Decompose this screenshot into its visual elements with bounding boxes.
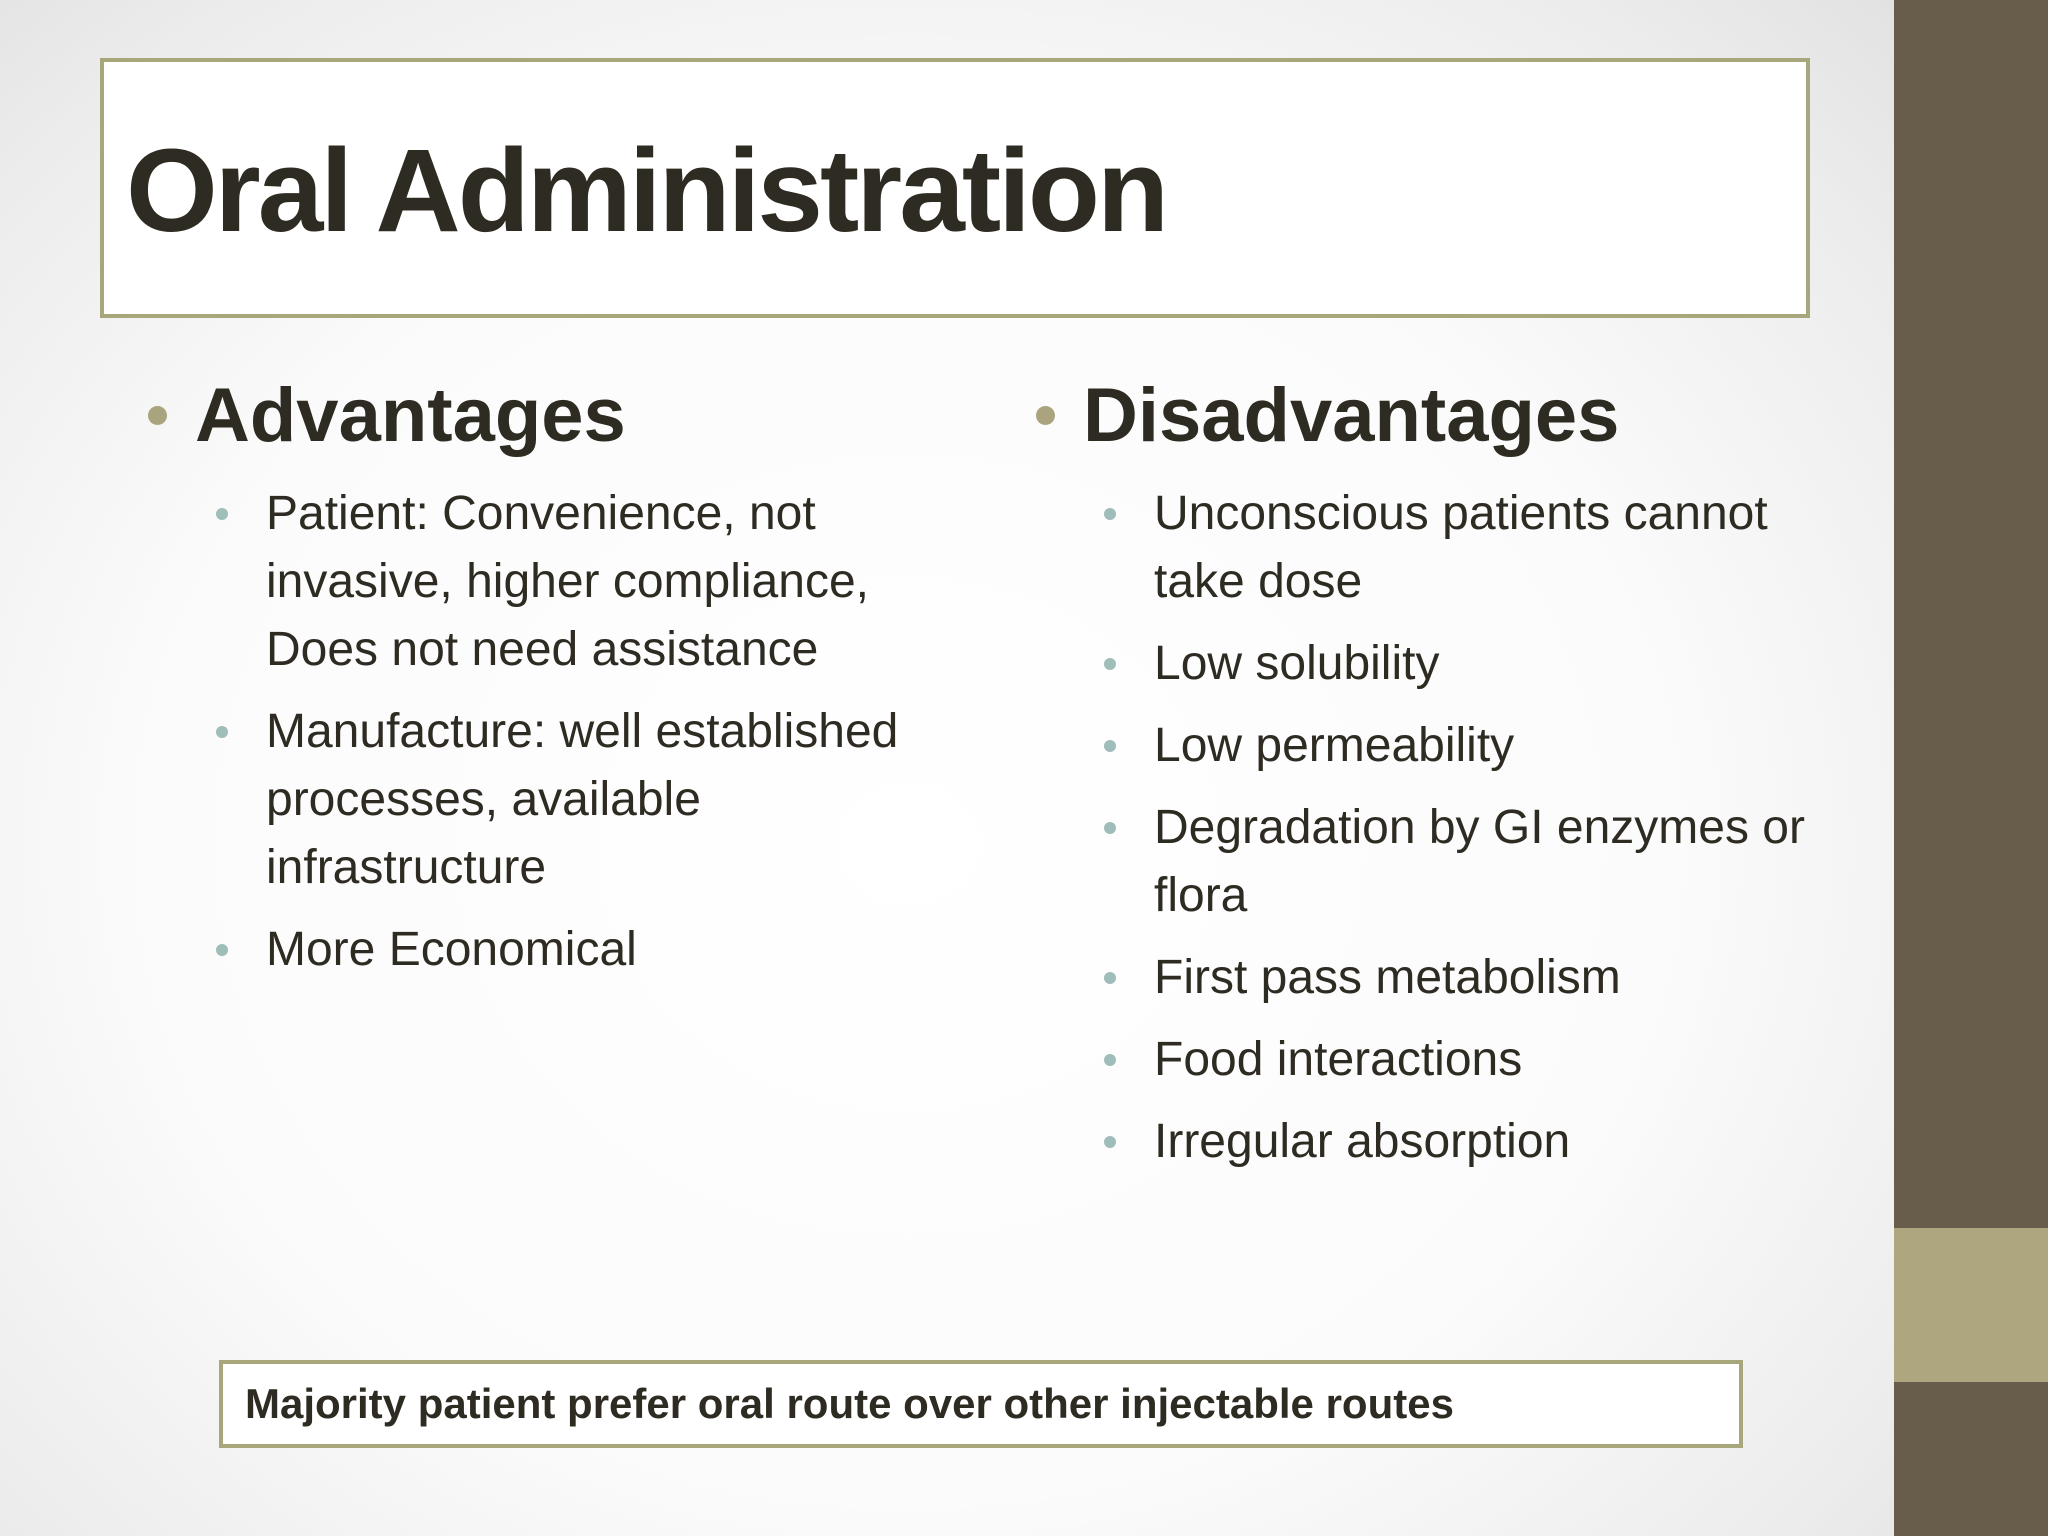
disadvantages-column <box>1036 360 1836 1176</box>
disadvantage-item-text: Food interactions <box>1154 1033 1523 1086</box>
advantage-item-text: More Economical <box>266 923 637 976</box>
advantage-item <box>216 480 968 684</box>
title-frame <box>100 58 1810 318</box>
advantage-item-text: Patient: Convenience, not invasive, higher compliance, Does not need assistance <box>266 487 869 676</box>
bullet-dot-icon <box>1104 1136 1116 1148</box>
advantage-item <box>216 916 968 984</box>
advantage-item-text: Manufacture: well established processes, available infrastructure <box>266 705 899 894</box>
disadvantage-item-text: Low solubility <box>1154 637 1440 690</box>
note-text: Majority patient prefer oral route over other injectable routes <box>245 1380 1454 1427</box>
disadvantage-item <box>1104 630 1836 698</box>
disadvantage-item-text: Low permeability <box>1154 719 1515 772</box>
disadvantage-item-text: Irregular absorption <box>1154 1115 1571 1168</box>
bullet-dot-icon <box>1104 740 1116 752</box>
advantages-heading-row <box>148 360 968 470</box>
side-decoration-accent <box>1894 1228 2048 1382</box>
bullet-dot-icon <box>1036 406 1055 425</box>
advantages-heading: Advantages <box>195 372 626 458</box>
disadvantages-heading-row <box>1036 360 1836 470</box>
disadvantages-heading: Disadvantages <box>1083 372 1620 458</box>
bullet-dot-icon <box>1104 822 1116 834</box>
disadvantage-item-text: Degradation by GI enzymes or flora <box>1154 801 1805 922</box>
disadvantage-item-text: Unconscious patients cannot take dose <box>1154 487 1768 608</box>
bullet-dot-icon <box>1104 972 1116 984</box>
disadvantage-item <box>1104 480 1836 616</box>
disadvantage-item-text: First pass metabolism <box>1154 951 1621 1004</box>
bullet-dot-icon <box>148 406 167 425</box>
disadvantage-item <box>1104 712 1836 780</box>
bullet-dot-icon <box>1104 508 1116 520</box>
bullet-dot-icon <box>216 508 228 520</box>
bullet-dot-icon <box>216 944 228 956</box>
slide-title: Oral Administration <box>126 125 1167 257</box>
disadvantage-item <box>1104 944 1836 1012</box>
bullet-dot-icon <box>216 726 228 738</box>
disadvantage-item <box>1104 1108 1836 1176</box>
advantages-column <box>148 360 968 984</box>
disadvantages-list <box>1036 480 1836 1176</box>
disadvantage-item <box>1104 794 1836 930</box>
disadvantage-item <box>1104 1026 1836 1094</box>
bullet-dot-icon <box>1104 658 1116 670</box>
advantage-item <box>216 698 968 902</box>
note-frame <box>219 1360 1743 1448</box>
bullet-dot-icon <box>1104 1054 1116 1066</box>
advantages-list <box>148 480 968 984</box>
